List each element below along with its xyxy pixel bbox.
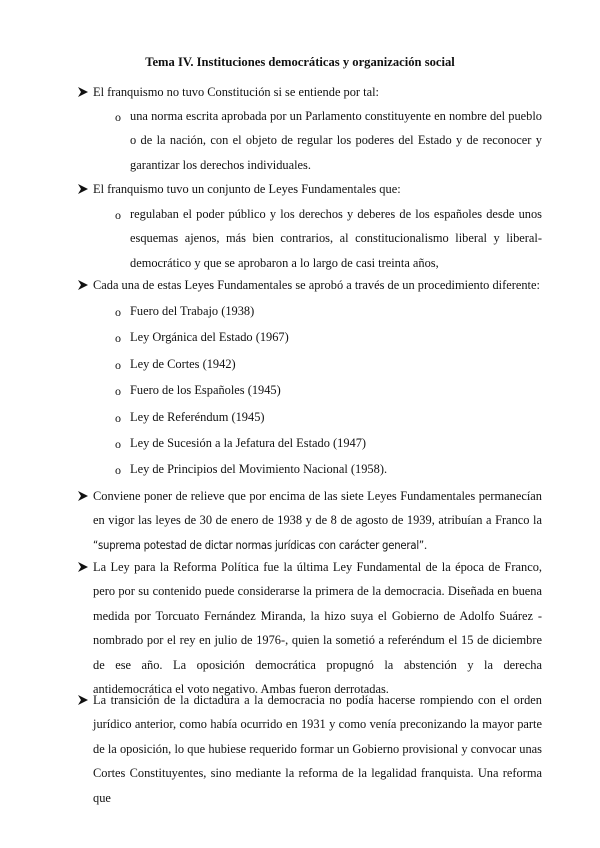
law-item: Ley de Principios del Movimiento Nacional (1958). [130, 462, 388, 476]
sub-bullet-marker: o [115, 331, 121, 345]
law-item: Ley de Referéndum (1945) [130, 410, 265, 424]
sub-bullet-marker: o [115, 208, 121, 222]
bullet-text: La transición de la dictadura a la democracia no podía hacerse rompiendo con el orden jurídico anterior, como había ocurrido en 1931 y como venía preconizando la mayor parte de la oposición, lo que hubiese requerido formar un Gobierno provisional y convocar unas Cortes Constituyentes, sino mediante la reforma de la legalidad franquista. Una reforma que [93, 693, 542, 805]
bullet-text [93, 484, 542, 558]
sub-bullet-marker: o [115, 437, 121, 451]
sub-bullet-marker: o [115, 384, 121, 398]
sub-bullet-text: una norma escrita aprobada por un Parlamento constituyente en nombre del pueblo o de la nación, con el objeto de regular los poderes del Estado y de reconocer y garantizar los derechos individuales. [130, 109, 542, 172]
arrow-bullet-icon [77, 86, 89, 98]
sub-bullet-marker: o [115, 110, 121, 124]
law-item: Fuero del Trabajo (1938) [130, 304, 255, 318]
bullet-text-part: . [423, 537, 428, 552]
sub-bullet-marker: o [115, 411, 121, 425]
law-item: Fuero de los Españoles (1945) [130, 383, 281, 397]
law-item: Ley Orgánica del Estado (1967) [130, 330, 289, 344]
sub-bullet-text: regulaban el poder público y los derechos y deberes de los españoles desde unos esquemas ajenos, más bien contrarios, al constitucionalismo liberal y liberal-democrático y que se aprobaron a lo largo de casi treinta años, [130, 207, 542, 270]
bullet-text: Cada una de estas Leyes Fundamentales se aprobó a través de un procedimiento diferente: [93, 278, 540, 292]
sub-bullet-marker: o [115, 463, 121, 477]
arrow-bullet-icon [77, 561, 89, 573]
bullet-text: El franquismo tuvo un conjunto de Leyes Fundamentales que: [93, 182, 401, 196]
quoted-text: “suprema potestad de dictar normas jurídicas con carácter general” [93, 538, 424, 552]
arrow-bullet-icon [77, 279, 89, 291]
arrow-bullet-icon [77, 694, 89, 706]
arrow-bullet-icon [77, 490, 89, 502]
sub-bullet-marker: o [115, 305, 121, 319]
page-title: Tema IV. Instituciones democráticas y organización social [145, 55, 455, 69]
bullet-text: El franquismo no tuvo Constitución si se entiende por tal: [93, 85, 379, 99]
law-item: Ley de Sucesión a la Jefatura del Estado (1947) [130, 436, 367, 450]
bullet-text-part: Conviene poner de relieve que por encima de las siete Leyes Fundamentales permanecían en vigor las leyes de 30 de enero de 1938 y de 8 de agosto de 1939, atribuían a Franco la [93, 489, 542, 528]
arrow-bullet-icon [77, 183, 89, 195]
sub-bullet-marker: o [115, 358, 121, 372]
bullet-text: La Ley para la Reforma Política fue la última Ley Fundamental de la época de Franco, pero por su contenido puede considerarse la primera de la democracia. Diseñada en buena medida por Torcuato Fernández Miranda, la hizo suya el Gobierno de Adolfo Suárez - nombrado por el rey en julio de 1976-, quien la sometió a referéndum el 15 de diciembre de ese año. La oposición democrática propugnó la abstención y la derecha antidemocrática el voto negativo. Ambas fueron derrotadas. [93, 560, 542, 697]
law-item: Ley de Cortes (1942) [130, 357, 236, 371]
